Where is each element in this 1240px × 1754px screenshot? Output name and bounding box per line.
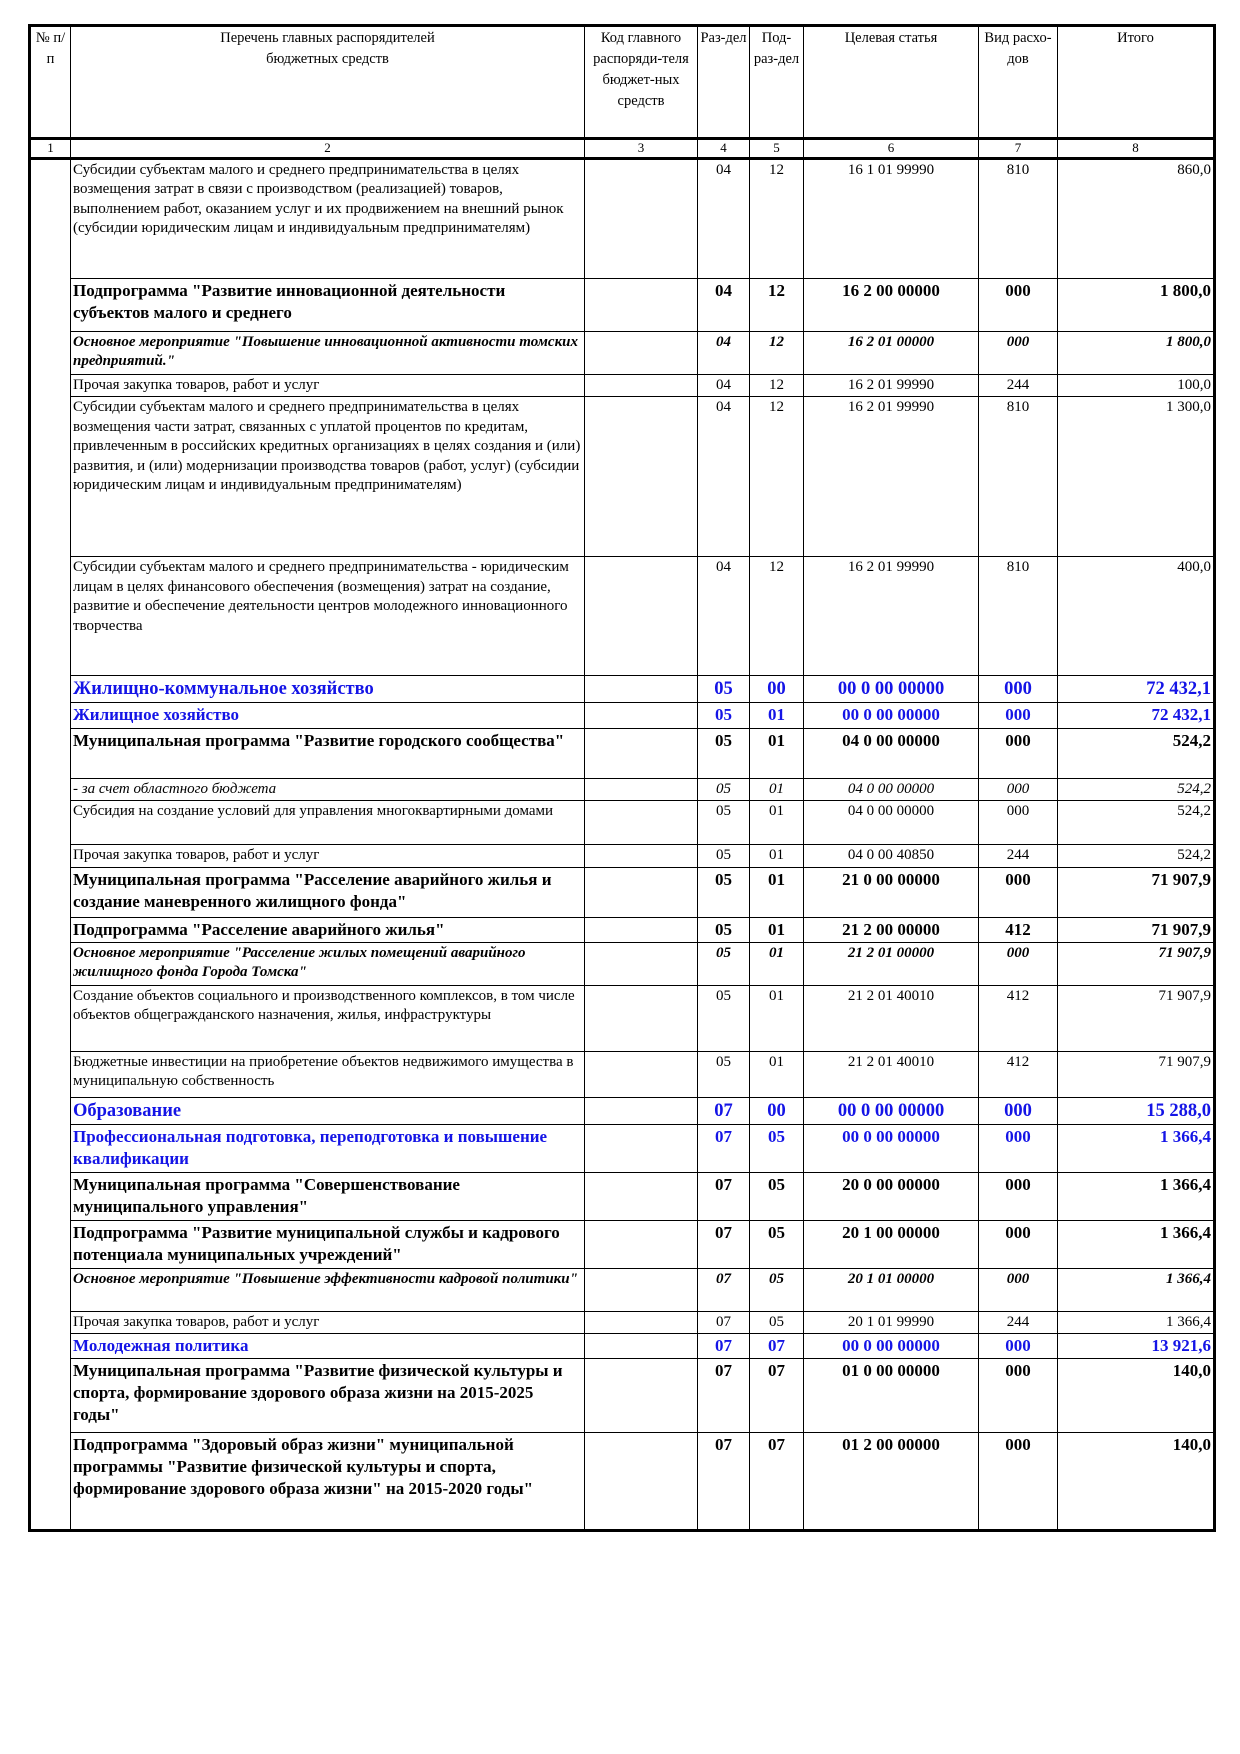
row-code — [585, 1051, 698, 1097]
row-podrazdel: 12 — [750, 278, 804, 331]
row-name: Основное мероприятие "Повышение эффективности кадровой политики" — [71, 1268, 585, 1311]
row-target-article: 21 2 00 00000 — [804, 917, 979, 942]
row-code — [585, 1220, 698, 1268]
row-code — [585, 1433, 698, 1531]
row-code — [585, 845, 698, 868]
row-name: Молодежная политика — [71, 1334, 585, 1359]
row-podrazdel: 05 — [750, 1220, 804, 1268]
row-name: Прочая закупка товаров, работ и услуг — [71, 374, 585, 397]
row-code — [585, 1359, 698, 1433]
table-row — [30, 985, 1215, 1051]
row-target-article: 04 0 00 00000 — [804, 801, 979, 845]
row-code — [585, 397, 698, 557]
row-total: 1 300,0 — [1058, 397, 1215, 557]
row-target-article: 20 1 00 00000 — [804, 1220, 979, 1268]
column-number: 5 — [750, 139, 804, 159]
row-podrazdel: 05 — [750, 1311, 804, 1334]
row-expense-type: 000 — [979, 801, 1058, 845]
table-row — [30, 278, 1215, 331]
row-expense-type: 000 — [979, 278, 1058, 331]
header-distributors-line2: бюджетных средств — [266, 51, 389, 68]
table-row — [30, 942, 1215, 985]
row-number-cell — [30, 397, 71, 557]
row-razdel: 04 — [698, 158, 750, 278]
row-number-cell — [30, 728, 71, 778]
row-razdel: 04 — [698, 397, 750, 557]
row-number-cell — [30, 1359, 71, 1433]
row-number-cell — [30, 1124, 71, 1172]
row-total: 1 366,4 — [1058, 1172, 1215, 1220]
row-total: 860,0 — [1058, 158, 1215, 278]
row-expense-type: 000 — [979, 331, 1058, 374]
row-number-cell — [30, 778, 71, 801]
header-expense-type: Вид расхо-дов — [979, 26, 1058, 139]
row-code — [585, 1097, 698, 1124]
table-row — [30, 1311, 1215, 1334]
row-target-article: 16 1 01 99990 — [804, 158, 979, 278]
row-number-cell — [30, 1097, 71, 1124]
row-razdel: 05 — [698, 917, 750, 942]
row-code — [585, 557, 698, 676]
row-expense-type: 000 — [979, 1220, 1058, 1268]
row-target-article: 16 2 01 99990 — [804, 374, 979, 397]
row-expense-type: 412 — [979, 917, 1058, 942]
row-target-article: 20 0 00 00000 — [804, 1172, 979, 1220]
row-name: Субсидии субъектам малого и среднего предпринимательства в целях возмещения части затрат, связанных с уплатой процентов по кредитам, привлеченным в российских кредитных организациях в целях создания и (или) развития, и (или) модернизации производства товаров (работ, услуг) (субсидии юридическим лицам и индивидуальным предпринимателям) — [71, 397, 585, 557]
table-row — [30, 158, 1215, 278]
row-total: 13 921,6 — [1058, 1334, 1215, 1359]
row-name: Муниципальная программа "Развитие физической культуры и спорта, формирование здорового образа жизни на 2015-2025 годы" — [71, 1359, 585, 1433]
row-number-cell — [30, 1268, 71, 1311]
row-code — [585, 728, 698, 778]
row-code — [585, 1172, 698, 1220]
row-razdel: 05 — [698, 1051, 750, 1097]
row-razdel: 05 — [698, 676, 750, 703]
row-podrazdel: 00 — [750, 676, 804, 703]
row-total: 71 907,9 — [1058, 942, 1215, 985]
row-target-article: 00 0 00 00000 — [804, 1097, 979, 1124]
row-name: Жилищно-коммунальное хозяйство — [71, 676, 585, 703]
row-target-article: 21 2 01 40010 — [804, 985, 979, 1051]
table-row — [30, 1097, 1215, 1124]
row-name: Профессиональная подготовка, переподготовка и повышение квалификации — [71, 1124, 585, 1172]
table-row — [30, 1172, 1215, 1220]
row-podrazdel: 12 — [750, 331, 804, 374]
column-number: 8 — [1058, 139, 1215, 159]
table-row — [30, 1359, 1215, 1433]
row-expense-type: 000 — [979, 867, 1058, 917]
row-target-article: 04 0 00 00000 — [804, 728, 979, 778]
row-number-cell — [30, 1433, 71, 1531]
header-podrazdel: Под-раз-дел — [750, 26, 804, 139]
header-number: № п/п — [30, 26, 71, 139]
row-total: 1 366,4 — [1058, 1124, 1215, 1172]
row-total: 71 907,9 — [1058, 867, 1215, 917]
table-row — [30, 676, 1215, 703]
table-row — [30, 778, 1215, 801]
row-expense-type: 244 — [979, 845, 1058, 868]
row-razdel: 07 — [698, 1097, 750, 1124]
row-total: 1 366,4 — [1058, 1311, 1215, 1334]
row-target-article: 16 2 01 00000 — [804, 331, 979, 374]
row-total: 72 432,1 — [1058, 703, 1215, 728]
row-razdel: 07 — [698, 1433, 750, 1531]
row-code — [585, 801, 698, 845]
row-number-cell — [30, 158, 71, 278]
row-name: Подпрограмма "Здоровый образ жизни" муниципальной программы "Развитие физической культуры и спорта, формирование здорового образа жизни" на 2015-2020 годы" — [71, 1433, 585, 1531]
row-target-article: 21 2 01 40010 — [804, 1051, 979, 1097]
row-total: 524,2 — [1058, 728, 1215, 778]
header-target-article: Целевая статья — [804, 26, 979, 139]
row-number-cell — [30, 1051, 71, 1097]
row-code — [585, 1334, 698, 1359]
table-row — [30, 1124, 1215, 1172]
row-podrazdel: 01 — [750, 942, 804, 985]
row-podrazdel: 01 — [750, 867, 804, 917]
row-expense-type: 000 — [979, 778, 1058, 801]
table-row — [30, 867, 1215, 917]
row-podrazdel: 05 — [750, 1172, 804, 1220]
row-razdel: 05 — [698, 703, 750, 728]
row-expense-type: 810 — [979, 158, 1058, 278]
row-podrazdel: 07 — [750, 1334, 804, 1359]
row-razdel: 07 — [698, 1359, 750, 1433]
row-razdel: 07 — [698, 1124, 750, 1172]
row-expense-type: 000 — [979, 728, 1058, 778]
header-razdel: Раз-дел — [698, 26, 750, 139]
row-expense-type: 244 — [979, 1311, 1058, 1334]
row-razdel: 04 — [698, 278, 750, 331]
row-total: 15 288,0 — [1058, 1097, 1215, 1124]
table-row — [30, 1334, 1215, 1359]
row-name: - за счет областного бюджета — [71, 778, 585, 801]
row-razdel: 05 — [698, 942, 750, 985]
row-expense-type: 000 — [979, 676, 1058, 703]
row-target-article: 21 2 01 00000 — [804, 942, 979, 985]
row-podrazdel: 01 — [750, 801, 804, 845]
row-name: Подпрограмма "Развитие инновационной деятельности субъектов малого и среднего — [71, 278, 585, 331]
row-expense-type: 000 — [979, 942, 1058, 985]
row-razdel: 04 — [698, 374, 750, 397]
table-row — [30, 397, 1215, 557]
row-total: 1 366,4 — [1058, 1268, 1215, 1311]
table-row — [30, 728, 1215, 778]
row-razdel: 07 — [698, 1268, 750, 1311]
row-podrazdel: 12 — [750, 397, 804, 557]
row-name: Субсидии субъектам малого и среднего предпринимательства - юридическим лицам в целях финансового обеспечения (возмещения) затрат на создание, развитие и обеспечение деятельности центров молодежного инновационного творчества — [71, 557, 585, 676]
table-row — [30, 1051, 1215, 1097]
row-podrazdel: 01 — [750, 985, 804, 1051]
row-total: 400,0 — [1058, 557, 1215, 676]
table-header-row — [30, 26, 1215, 139]
row-target-article: 00 0 00 00000 — [804, 1334, 979, 1359]
column-number: 4 — [698, 139, 750, 159]
row-target-article: 00 0 00 00000 — [804, 676, 979, 703]
row-number-cell — [30, 557, 71, 676]
row-total: 1 366,4 — [1058, 1220, 1215, 1268]
row-code — [585, 278, 698, 331]
column-number: 1 — [30, 139, 71, 159]
table-row — [30, 557, 1215, 676]
row-podrazdel: 07 — [750, 1433, 804, 1531]
row-name: Прочая закупка товаров, работ и услуг — [71, 1311, 585, 1334]
header-distributors — [71, 26, 585, 139]
row-razdel: 05 — [698, 985, 750, 1051]
table-row — [30, 917, 1215, 942]
row-podrazdel: 01 — [750, 845, 804, 868]
row-razdel: 05 — [698, 801, 750, 845]
row-razdel: 05 — [698, 728, 750, 778]
row-number-cell — [30, 278, 71, 331]
row-target-article: 16 2 01 99990 — [804, 397, 979, 557]
table-row — [30, 374, 1215, 397]
row-code — [585, 676, 698, 703]
row-number-cell — [30, 867, 71, 917]
row-razdel: 07 — [698, 1220, 750, 1268]
row-target-article: 20 1 01 00000 — [804, 1268, 979, 1311]
row-expense-type: 000 — [979, 1097, 1058, 1124]
row-total: 140,0 — [1058, 1433, 1215, 1531]
table-row — [30, 703, 1215, 728]
row-code — [585, 1268, 698, 1311]
row-expense-type: 000 — [979, 1433, 1058, 1531]
row-name: Муниципальная программа "Развитие городского сообщества" — [71, 728, 585, 778]
row-number-cell — [30, 374, 71, 397]
table-row — [30, 331, 1215, 374]
row-podrazdel: 01 — [750, 703, 804, 728]
column-number: 6 — [804, 139, 979, 159]
budget-table — [28, 24, 1216, 1532]
row-code — [585, 867, 698, 917]
row-expense-type: 000 — [979, 1334, 1058, 1359]
row-target-article: 16 2 00 00000 — [804, 278, 979, 331]
row-podrazdel: 05 — [750, 1124, 804, 1172]
column-number-row — [30, 139, 1215, 159]
row-total: 524,2 — [1058, 801, 1215, 845]
row-code — [585, 1311, 698, 1334]
row-expense-type: 412 — [979, 1051, 1058, 1097]
row-expense-type: 810 — [979, 557, 1058, 676]
row-expense-type: 000 — [979, 1124, 1058, 1172]
row-number-cell — [30, 331, 71, 374]
row-razdel: 05 — [698, 778, 750, 801]
row-number-cell — [30, 917, 71, 942]
row-total: 71 907,9 — [1058, 917, 1215, 942]
row-number-cell — [30, 703, 71, 728]
row-total: 100,0 — [1058, 374, 1215, 397]
row-number-cell — [30, 985, 71, 1051]
row-code — [585, 917, 698, 942]
row-code — [585, 703, 698, 728]
table-row — [30, 1220, 1215, 1268]
table-row — [30, 1433, 1215, 1531]
row-name: Муниципальная программа "Расселение аварийного жилья и создание маневренного жилищного фонда" — [71, 867, 585, 917]
row-razdel: 07 — [698, 1172, 750, 1220]
row-podrazdel: 01 — [750, 778, 804, 801]
row-expense-type: 000 — [979, 703, 1058, 728]
row-number-cell — [30, 942, 71, 985]
row-name: Основное мероприятие "Повышение инновационной активности томских предприятий." — [71, 331, 585, 374]
row-total: 140,0 — [1058, 1359, 1215, 1433]
row-total: 1 800,0 — [1058, 278, 1215, 331]
row-expense-type: 000 — [979, 1268, 1058, 1311]
row-name: Создание объектов социального и производственного комплексов, в том числе объектов общегражданского назначения, жилья, инфраструктуры — [71, 985, 585, 1051]
row-target-article: 00 0 00 00000 — [804, 703, 979, 728]
row-code — [585, 374, 698, 397]
row-target-article: 01 0 00 00000 — [804, 1359, 979, 1433]
row-podrazdel: 07 — [750, 1359, 804, 1433]
row-target-article: 04 0 00 40850 — [804, 845, 979, 868]
row-name: Бюджетные инвестиции на приобретение объектов недвижимого имущества в муниципальную собственность — [71, 1051, 585, 1097]
row-total: 71 907,9 — [1058, 1051, 1215, 1097]
row-podrazdel: 05 — [750, 1268, 804, 1311]
row-razdel: 05 — [698, 845, 750, 868]
row-expense-type: 000 — [979, 1172, 1058, 1220]
table-row — [30, 845, 1215, 868]
row-razdel: 04 — [698, 331, 750, 374]
row-name: Подпрограмма "Расселение аварийного жилья" — [71, 917, 585, 942]
row-number-cell — [30, 1334, 71, 1359]
row-razdel: 07 — [698, 1334, 750, 1359]
row-code — [585, 158, 698, 278]
row-name: Субсидия на создание условий для управления многоквартирными домами — [71, 801, 585, 845]
row-razdel: 04 — [698, 557, 750, 676]
row-code — [585, 942, 698, 985]
row-razdel: 05 — [698, 867, 750, 917]
row-total: 524,2 — [1058, 778, 1215, 801]
row-name: Образование — [71, 1097, 585, 1124]
header-total: Итого — [1058, 26, 1215, 139]
row-name: Основное мероприятие "Расселение жилых помещений аварийного жилищного фонда Города Томска" — [71, 942, 585, 985]
row-number-cell — [30, 1311, 71, 1334]
row-podrazdel: 01 — [750, 1051, 804, 1097]
row-target-article: 20 1 01 99990 — [804, 1311, 979, 1334]
row-number-cell — [30, 676, 71, 703]
row-podrazdel: 01 — [750, 917, 804, 942]
row-podrazdel: 00 — [750, 1097, 804, 1124]
row-name: Прочая закупка товаров, работ и услуг — [71, 845, 585, 868]
header-distributors-line1: Перечень главных распорядителей — [220, 30, 435, 46]
row-number-cell — [30, 801, 71, 845]
row-total: 1 800,0 — [1058, 331, 1215, 374]
row-name: Субсидии субъектам малого и среднего предпринимательства в целях возмещения затрат в связи с производством (реализацией) товаров, выполнением работ, оказанием услуг и их продвижением на внешний рынок (субсидии юридическим лицам и индивидуальным предпринимателям) — [71, 158, 585, 278]
row-expense-type: 810 — [979, 397, 1058, 557]
row-podrazdel: 12 — [750, 158, 804, 278]
row-podrazdel: 12 — [750, 374, 804, 397]
row-code — [585, 331, 698, 374]
header-distributor-code: Код главного распоряди-теля бюджет-ных средств — [585, 26, 698, 139]
row-code — [585, 1124, 698, 1172]
row-podrazdel: 01 — [750, 728, 804, 778]
row-expense-type: 412 — [979, 985, 1058, 1051]
row-target-article: 01 2 00 00000 — [804, 1433, 979, 1531]
row-name: Муниципальная программа "Совершенствование муниципального управления" — [71, 1172, 585, 1220]
row-expense-type: 000 — [979, 1359, 1058, 1433]
row-razdel: 07 — [698, 1311, 750, 1334]
table-row — [30, 1268, 1215, 1311]
row-number-cell — [30, 1220, 71, 1268]
table-row — [30, 801, 1215, 845]
row-total: 71 907,9 — [1058, 985, 1215, 1051]
row-name: Подпрограмма "Развитие муниципальной службы и кадрового потенциала муниципальных учреждений" — [71, 1220, 585, 1268]
row-target-article: 21 0 00 00000 — [804, 867, 979, 917]
row-expense-type: 244 — [979, 374, 1058, 397]
row-target-article: 00 0 00 00000 — [804, 1124, 979, 1172]
row-total: 524,2 — [1058, 845, 1215, 868]
column-number: 2 — [71, 139, 585, 159]
row-target-article: 16 2 01 99990 — [804, 557, 979, 676]
column-number: 3 — [585, 139, 698, 159]
column-number: 7 — [979, 139, 1058, 159]
row-number-cell — [30, 1172, 71, 1220]
row-code — [585, 985, 698, 1051]
row-code — [585, 778, 698, 801]
row-name: Жилищное хозяйство — [71, 703, 585, 728]
row-number-cell — [30, 845, 71, 868]
row-total: 72 432,1 — [1058, 676, 1215, 703]
row-podrazdel: 12 — [750, 557, 804, 676]
row-target-article: 04 0 00 00000 — [804, 778, 979, 801]
